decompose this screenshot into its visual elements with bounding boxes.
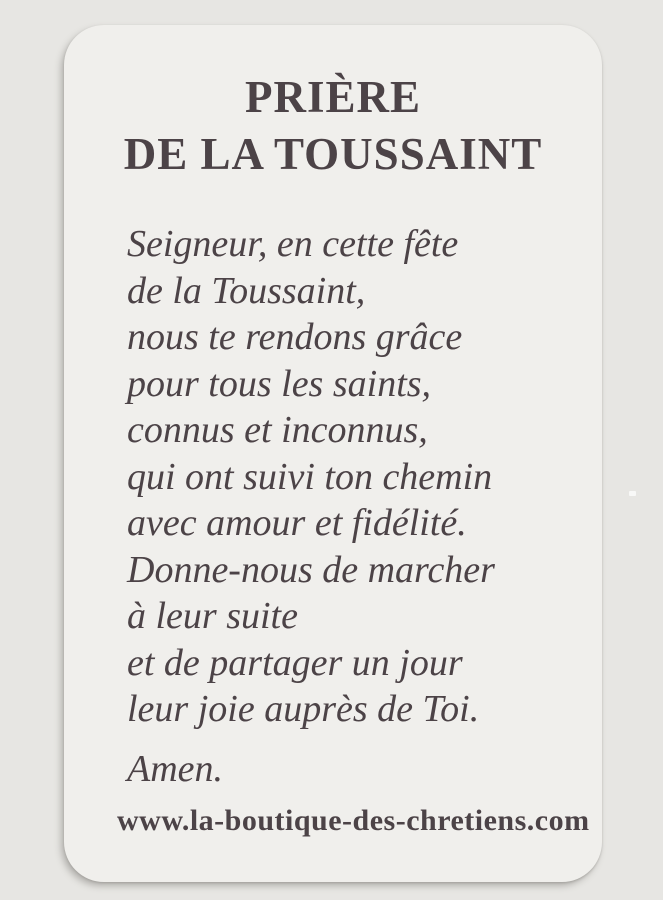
- prayer-card: [64, 25, 602, 882]
- card-title: [64, 69, 602, 183]
- card-surface-speck: [629, 491, 636, 496]
- card-title-line-2: DE LA TOUSSAINT: [123, 129, 543, 179]
- prayer-line: qui ont suivi ton chemin: [127, 455, 493, 498]
- prayer-line: et de partager un jour: [127, 641, 463, 684]
- amen-text: Amen.: [127, 747, 224, 790]
- prayer-line: Donne-nous de marcher: [127, 548, 495, 591]
- prayer-line: Seigneur, en cette fête: [127, 223, 459, 265]
- website-url: www.la-boutique-des-chretiens.com: [117, 803, 590, 837]
- card-title-line-1: PRIÈRE: [244, 72, 422, 122]
- prayer-line: avec amour et fidélité.: [127, 502, 467, 544]
- prayer-line: pour tous les saints,: [127, 362, 432, 405]
- prayer-line: nous te rendons grâce: [127, 316, 463, 358]
- prayer-line: connus et inconnus,: [127, 409, 428, 451]
- prayer-line: leur joie auprès de Toi.: [127, 688, 480, 730]
- prayer-line: de la Toussaint,: [127, 269, 366, 312]
- prayer-line: à leur suite: [127, 595, 298, 637]
- prayer-text: [64, 221, 602, 733]
